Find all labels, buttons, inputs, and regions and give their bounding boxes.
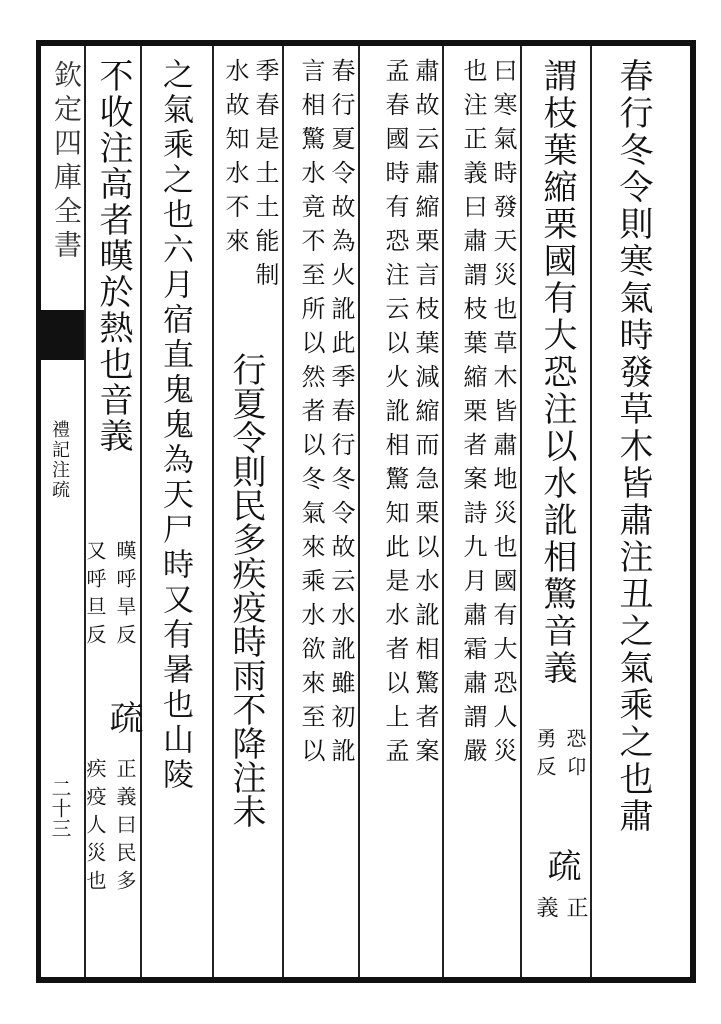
commentary-right: 肅故云肅縮栗言枝葉減縮而急栗以水訛相驚者案 [411, 58, 439, 772]
text-column-8 [88, 58, 140, 528]
page-number: 二十三 [48, 778, 72, 838]
commentary-left: 言相驚水竟不至所以然者以冬氣來乘水欲來至以 [297, 58, 325, 772]
main-text-line: 謂枝葉縮栗國有大恐注以水訛相驚音義 [537, 58, 577, 687]
column-rule [520, 46, 522, 977]
book-title: 欽定四庫全書 [50, 60, 83, 264]
annotation-left: 勇反 [533, 728, 557, 784]
column-rule [590, 46, 592, 977]
annotation-left: 疾疫人災也 [83, 758, 107, 898]
commentary-left: 水故知水不來 [221, 58, 249, 262]
commentary-right: 季春是土土能制 [251, 58, 279, 296]
text-column-7 [146, 58, 210, 973]
annotation-right: 暵呼旱反 [113, 540, 137, 652]
column-rule [140, 46, 142, 977]
text-column-3 [446, 58, 518, 973]
annotation-right: 恐卬 [563, 728, 587, 784]
frame-bottom-border [36, 977, 696, 983]
frame-top-border [36, 40, 696, 46]
commentary-right: 春行夏令故為火訛此季春行冬令故云水訛雖初訛 [327, 58, 355, 772]
commentary-right: 曰寒氣時發天災也草木皆肅地災也國有大恐人災 [489, 58, 517, 772]
commentary-left: 也注正義曰肅謂枝葉縮栗者案詩九月肅霜肅謂嚴 [459, 58, 487, 772]
main-text-line: 行夏令則民多疾疫時雨不降注未 [226, 352, 266, 828]
text-column-8-tail [83, 758, 140, 973]
annotation-right: 正義曰民多 [113, 758, 137, 898]
main-text-line: 春行冬令則寒氣時發草木皆肅注丑之氣乘之也肅 [613, 58, 653, 835]
column-rule [358, 46, 360, 977]
text-column-6-notes [216, 58, 280, 358]
section-title: 禮記注疏 [49, 420, 70, 500]
column-rule [442, 46, 444, 977]
annotation-left: 又呼旦反 [83, 540, 107, 652]
commentary-marker: 疏 [103, 700, 143, 737]
text-column-1 [604, 58, 674, 973]
column-rule [212, 46, 214, 977]
column-rule [282, 46, 284, 977]
text-column-5 [286, 58, 356, 973]
commentary-marker: 疏 [541, 848, 581, 885]
commentary-left: 孟春國時有恐注云以火訛相驚知此是水者以上孟 [381, 58, 409, 772]
annotation-right: 正 [563, 896, 588, 928]
main-text-line: 不收注高者暵於熱也音義 [93, 58, 133, 454]
shu-marker [94, 700, 143, 760]
frame-right-border [690, 40, 696, 983]
text-column-8-notes [83, 540, 140, 690]
text-column-4 [362, 58, 440, 973]
annotation-left: 義 [533, 896, 558, 928]
text-column-2-tail [530, 896, 590, 976]
fish-tail-block [41, 310, 84, 360]
text-column-6 [220, 352, 280, 972]
main-text-line: 之氣乘之也六月宿直鬼鬼為天尸時又有暑也山陵 [157, 58, 193, 793]
